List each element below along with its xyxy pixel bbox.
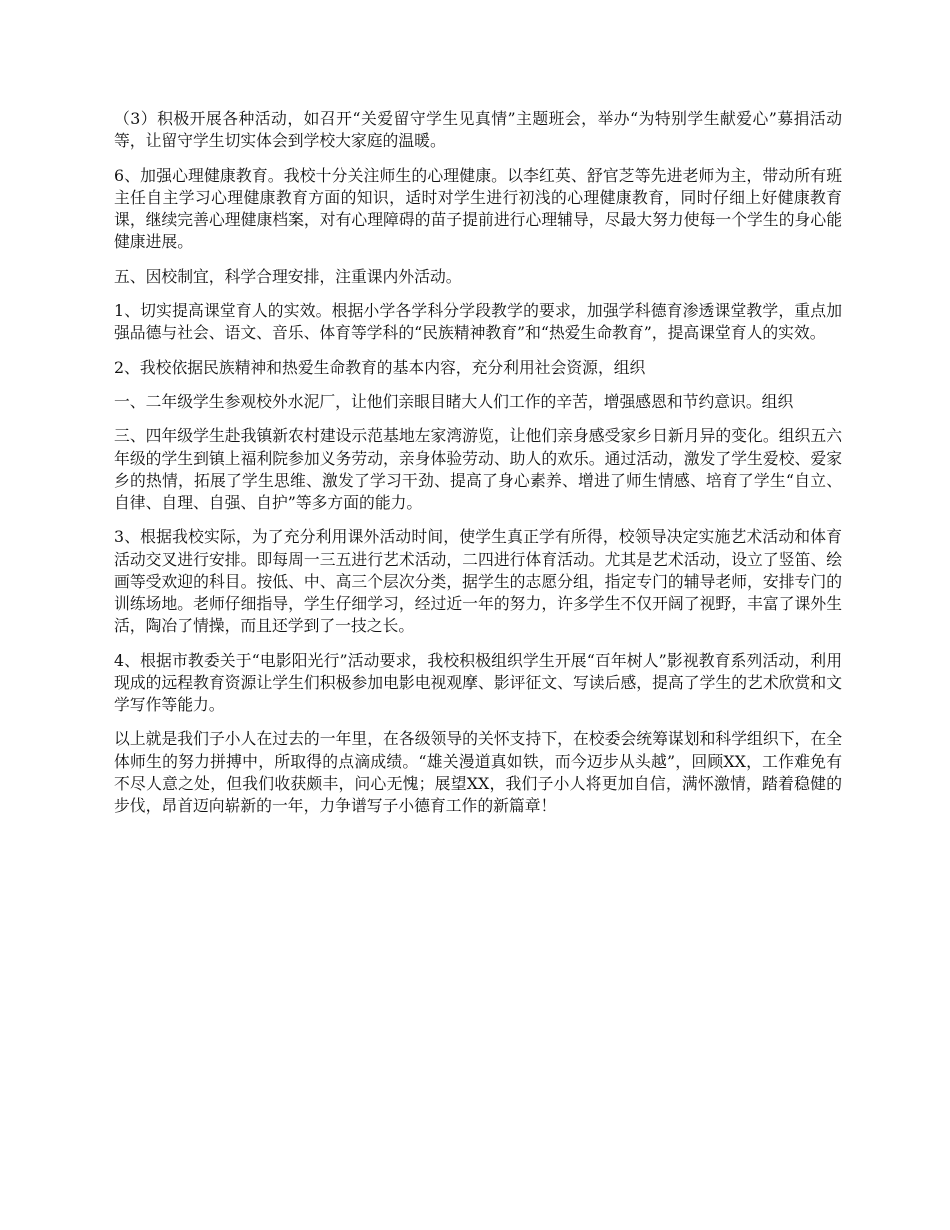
document-body xyxy=(114,108,842,829)
paragraph-grade-one-two: 一、二年级学生参观校外水泥厂，让他们亲眼目睹大人们工作的辛苦，增强感恩和节约意识。组织 xyxy=(114,391,794,411)
paragraph-grade-three-four: 三、四年级学生赴我镇新农村建设示范基地左家湾游览，让他们亲身感受家乡日新月异的变化。组织五六年级的学生到镇上福利院参加义务劳动，亲身体验劳动、助人的欢乐。通过活动，激发了学生爱校、爱家乡的热情，拓展了学生思维、激发了学习干劲、提高了身心素养、增进了师生情感、培育了学生“自立、自律、自理、自强、自护”等多方面的能力。 xyxy=(114,426,842,512)
paragraph-film-education: 4、根据市教委关于“电影阳光行”活动要求，我校积极组织学生开展“百年树人”影视教育系列活动，利用现成的远程教育资源让学生们积极参加电影电视观摩、影评征文、写读后感，提高了学生的艺术欣赏和文学写作等能力。 xyxy=(114,650,842,714)
paragraph-resources: 2、我校依据民族精神和热爱生命教育的基本内容，充分利用社会资源，组织 xyxy=(114,357,646,377)
section-heading-five: 五、因校制宜，科学合理安排，注重课内外活动。 xyxy=(114,266,462,286)
paragraph-extracurricular: 3、根据我校实际，为了充分利用课外活动时间，使学生真正学有所得，校领导决定实施艺术活动和体育活动交叉进行安排。即每周一三五进行艺术活动，二四进行体育活动。尤其是艺术活动，设立了竖笛、绘画等受欢迎的科目。按低、中、高三个层次分类，据学生的志愿分组，指定专门的辅导老师，安排专门的训练场地。老师仔细指导，学生仔细学习，经过近一年的努力，许多学生不仅开阔了视野，丰富了课外生活，陶冶了情操，而且还学到了一技之长。 xyxy=(114,527,842,636)
paragraph-mental-health: 6、加强心理健康教育。我校十分关注师生的心理健康。以李红英、舒官芝等先进老师为主，带动所有班主任自主学习心理健康教育方面的知识，适时对学生进行初浅的心理健康教育，同时仔细上好健康教育课，继续完善心理健康档案，对有心理障碍的苗子提前进行心理辅导，尽最大努力使每一个学生的身心能健康进展。 xyxy=(114,165,842,252)
paragraph-conclusion: 以上就是我们子小人在过去的一年里，在各级领导的关怀支持下，在校委会统筹谋划和科学组织下，在全体师生的努力拼搏中，所取得的点滴成绩。“雄关漫道真如铁，而今迈步从头越”，回顾XX，工作难免有不尽人意之处，但我们收获颇丰，问心无愧；展望XX，我们子小人将更加自信，满怀激情，踏着稳健的步伐，昂首迈向崭新的一年，力争谱写子小德育工作的新篇章！ xyxy=(114,729,842,815)
paragraph-classroom: 1、切实提高课堂育人的实效。根据小学各学科分学段教学的要求，加强学科德育渗透课堂教学，重点加强品德与社会、语文、音乐、体育等学科的“民族精神教育”和“热爱生命教育”，提高课堂育人的实效。 xyxy=(114,300,842,343)
paragraph-activities: （3）积极开展各种活动，如召开“关爱留守学生见真情”主题班会，举办“为特别学生献爱心”募捐活动等，让留守学生切实体会到学校大家庭的温暖。 xyxy=(114,109,842,151)
